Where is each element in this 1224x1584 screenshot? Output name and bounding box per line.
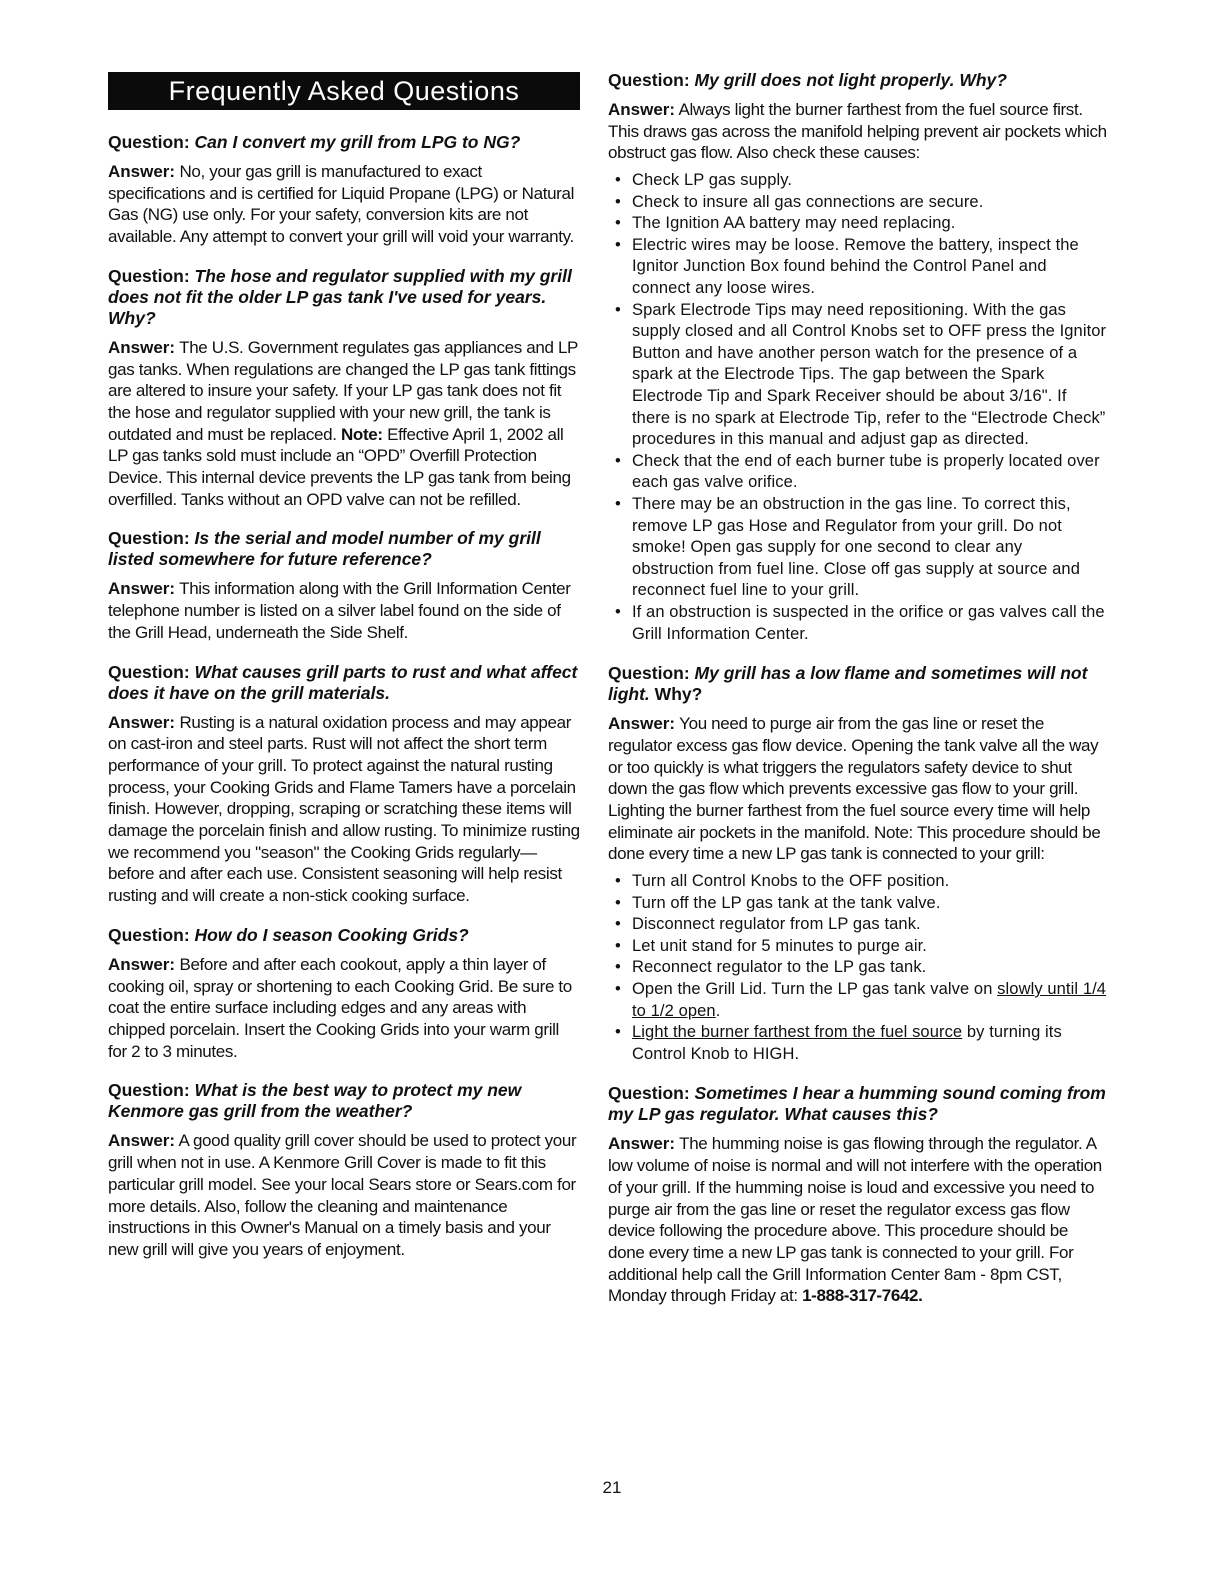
answer <box>108 337 580 511</box>
list-item-text: Turn all Control Knobs to the OFF position. <box>632 872 950 891</box>
list-item <box>608 494 1108 602</box>
list-item-end: . <box>715 1001 721 1020</box>
question <box>108 266 580 329</box>
answer <box>108 578 580 643</box>
bullet-icon: • <box>615 300 621 319</box>
underlined-text: slowly until 1/4 to 1/2 open <box>632 980 1107 1020</box>
list-item <box>608 300 1108 451</box>
bullet-icon: • <box>615 192 621 211</box>
list-item-text: If an obstruction is suspected in the orifice or gas valves call the Grill Information Center. <box>632 602 1105 643</box>
answer-label: Answer: <box>108 337 176 357</box>
question-text: Sometimes I hear a humming sound coming from my LP gas regulator. What causes this? <box>608 1083 1106 1125</box>
left-column <box>108 72 580 1279</box>
list-item <box>608 602 1108 645</box>
bullet-icon: • <box>615 980 621 999</box>
answer-label: Answer: <box>108 712 176 732</box>
answer-text: Rusting is a natural oxidation process and may appear on cast-iron and steel parts. Rust will not affect the short term performance of your grill. To protect against the natural rusting process, your Cooking Grids and Flame Tamers have a porcelain finish. However, dropping, scraping or scratching these items will damage the porcelain finish and allow rusting. To minimize rusting we recommend you "season" the Cooking Grids regularly—before and after each use. Consistent seasoning will help resist rusting and will create a non-stick cooking surface. <box>108 712 580 906</box>
question-text: How do I season Cooking Grids? <box>194 924 469 945</box>
answer <box>108 161 580 248</box>
list-item <box>608 957 1108 979</box>
question-label: Question: <box>108 132 190 152</box>
list-item-text: by turning its Control Knob to HIGH. <box>632 1023 1062 1063</box>
list-item <box>608 213 1108 235</box>
list-item <box>608 192 1108 214</box>
faq-item-light-properly <box>608 70 1108 645</box>
list-item <box>608 170 1108 192</box>
list-item <box>608 871 1108 893</box>
purge-steps-list <box>608 871 1108 1065</box>
answer-label: Answer: <box>108 1131 176 1151</box>
question-label: Question: <box>608 1083 690 1104</box>
bullet-icon: • <box>615 936 621 955</box>
answer-text: A good quality grill cover should be used to protect your grill when not in use. A Kenmore Grill Cover is made to fit this particular grill model. See your local Sears store or Sears.com for more details. Also, follow the cleaning and maintenance instructions in this Owner's Manual on a timely basis and your new grill will give you years of enjoyment. <box>108 1131 577 1259</box>
question <box>108 925 580 946</box>
list-item-text: Turn off the LP gas tank at the tank valve. <box>632 893 941 912</box>
list-item-text: Let unit stand for 5 minutes to purge air. <box>632 936 927 955</box>
list-item <box>608 893 1108 915</box>
bullet-icon: • <box>615 214 621 233</box>
list-item <box>608 235 1108 300</box>
list-item <box>608 979 1108 1022</box>
troubleshooting-list <box>608 170 1108 645</box>
note-text: Effective April 1, 2002 all LP gas tanks sold must include an “OPD” Overfill Protection Device. This internal device prevents the LP gas tank from being overfilled. Tanks without an OPD valve can not be refilled. <box>108 424 571 509</box>
faq-item-convert <box>108 132 580 248</box>
question-label: Question: <box>608 70 690 90</box>
answer-label: Answer: <box>108 579 176 599</box>
answer-label: Answer: <box>608 714 676 734</box>
answer-label: Answer: <box>108 954 176 974</box>
question-label: Question: <box>108 1080 190 1101</box>
page-number: 21 <box>602 1478 622 1497</box>
question-text: What causes grill parts to rust and what affect does it have on the grill materials. <box>108 661 578 703</box>
faq-item-season-grids <box>108 925 580 1063</box>
bullet-icon: • <box>615 235 621 254</box>
list-item-text: Check that the end of each burner tube is properly located over each gas valve orifice. <box>632 451 1100 492</box>
question-label: Question: <box>108 528 190 549</box>
question-text: Is the serial and model number of my grill listed somewhere for future reference? <box>108 528 541 570</box>
bullet-icon: • <box>615 893 621 912</box>
list-item <box>608 451 1108 494</box>
answer <box>608 99 1108 164</box>
answer-label: Answer: <box>608 1134 676 1154</box>
answer <box>608 713 1108 865</box>
list-item <box>608 1022 1108 1065</box>
faq-item-serial-number <box>108 528 580 643</box>
question-text: The hose and regulator supplied with my grill does not fit the older LP gas tank I've used for years. Why? <box>108 265 572 328</box>
answer <box>108 954 580 1063</box>
question-text: What is the best way to protect my new Kenmore gas grill from the weather? <box>108 1080 522 1122</box>
list-item-text: The Ignition AA battery may need replacing. <box>632 214 956 233</box>
note-label: Note: <box>341 424 383 444</box>
faq-item-rust <box>108 662 580 907</box>
question-text: My grill has a low flame and sometimes will not light. <box>608 663 1088 705</box>
question-label: Question: <box>108 661 190 682</box>
answer <box>108 712 580 907</box>
list-item-text: Reconnect regulator to the LP gas tank. <box>632 958 927 977</box>
answer <box>108 1130 580 1260</box>
question-text: Can I convert my grill from LPG to NG? <box>194 132 521 152</box>
question-suffix: Why? <box>654 684 703 705</box>
list-item <box>608 914 1108 936</box>
bullet-icon: • <box>615 495 621 514</box>
answer-label: Answer: <box>108 162 176 181</box>
question-label: Question: <box>108 924 190 945</box>
faq-item-hose-regulator <box>108 266 580 511</box>
question-text: My grill does not light properly. Why? <box>694 70 1007 90</box>
bullet-icon: • <box>615 171 621 190</box>
answer-text: No, your gas grill is manufactured to exact specifications and is certified for Liquid Propane (LPG) or Natural Gas (NG) use only. For your safety, conversion kits are not available. Any attempt to convert your grill will void your warranty. <box>108 162 575 247</box>
list-item-text: Disconnect regulator from LP gas tank. <box>632 915 921 934</box>
bullet-icon: • <box>615 1023 621 1042</box>
faq-item-weather-protection <box>108 1080 580 1260</box>
answer-text: Always light the burner farthest from the fuel source first. This draws gas across the manifold helping prevent air pockets which obstruct gas flow. Also check these causes: <box>608 100 1107 163</box>
question-label: Question: <box>608 663 690 684</box>
answer-text: You need to purge air from the gas line or reset the regulator excess gas flow device. Opening the tank valve all the way or too quickly is what triggers the regulators safety device to shut down the gas flow which prevents excessive gas flow to your grill. Lighting the burner farthest from the fuel source every time will help eliminate air pockets in the manifold. Note: This procedure should be done every time a new LP gas tank is connected to your grill: <box>608 714 1101 864</box>
bullet-icon: • <box>615 451 621 470</box>
question-label: Question: <box>108 265 190 286</box>
bullet-icon: • <box>615 872 621 891</box>
bullet-icon: • <box>615 958 621 977</box>
answer-label: Answer: <box>608 100 676 119</box>
list-item-text: Electric wires may be loose. Remove the battery, inspect the Ignitor Junction Box found behind the Control Panel and connect any loose wires. <box>632 235 1079 298</box>
question <box>108 1080 580 1122</box>
faq-item-low-flame <box>608 663 1108 1065</box>
question <box>608 70 1108 91</box>
answer-text: This information along with the Grill Information Center telephone number is listed on a silver label found on the side of the Grill Head, underneath the Side Shelf. <box>108 579 571 642</box>
phone-number: 1-888-317-7642. <box>802 1286 923 1306</box>
question <box>108 132 580 153</box>
question <box>108 528 580 570</box>
question <box>108 662 580 704</box>
faq-item-humming-sound <box>608 1083 1108 1307</box>
list-item-text: Check LP gas supply. <box>632 171 793 190</box>
answer-text: The U.S. Government regulates gas appliances and LP gas tanks. When regulations are changed the LP gas tank fittings are altered to insure your safety. If your LP gas tank does not fit the hose and regulator supplied with your new grill, the tank is outdated and must be replaced. <box>108 337 578 444</box>
bullet-icon: • <box>615 602 621 621</box>
list-item <box>608 936 1108 958</box>
list-item-text: Open the Grill Lid. Turn the LP gas tank valve on <box>632 980 993 999</box>
answer-text: Before and after each cookout, apply a thin layer of cooking oil, spray or shortening to each Cooking Grid. Be sure to coat the entire surface including edges and any areas with chipped porcelain. Insert the Cooking Grids into your warm grill for 2 to 3 minutes. <box>108 954 572 1061</box>
underlined-text: Light the burner farthest from the fuel source <box>632 1023 963 1042</box>
list-item-text: There may be an obstruction in the gas line. To correct this, remove LP gas Hose and Regulator from your grill. Do not smoke! Open gas supply for one second to clear any obstruction from fuel line. Close off gas supply at source and reconnect fuel line to your grill. <box>632 495 1080 600</box>
right-column <box>608 70 1108 1325</box>
list-item-text: Spark Electrode Tips may need repositioning. With the gas supply closed and all Control Knobs set to OFF press the Ignitor Button and have another person watch for the presence of a spark at the Electrode Tips. The gap between the Spark Electrode Tip and Spark Receiver should be about 3/16". If there is no spark at Electrode Tip, refer to the “Electrode Check” procedures in this manual and adjust gap as directed. <box>632 300 1107 449</box>
section-banner: Frequently Asked Questions <box>108 72 580 110</box>
answer-text: The humming noise is gas flowing through the regulator. A low volume of noise is normal and will not interfere with the operation of your grill. If the humming noise is loud and excessive you need to purge air from the gas line or reset the regulator excess gas flow device following the procedure above. This procedure should be done every time a new LP gas tank is connected to your grill. For additional help call the Grill Information Center 8am - 8pm CST, Monday through Friday at: <box>608 1134 1102 1306</box>
question <box>608 1083 1108 1125</box>
bullet-icon: • <box>615 915 621 934</box>
question <box>608 663 1108 705</box>
list-item-text: Check to insure all gas connections are secure. <box>632 192 984 211</box>
answer <box>608 1133 1108 1307</box>
